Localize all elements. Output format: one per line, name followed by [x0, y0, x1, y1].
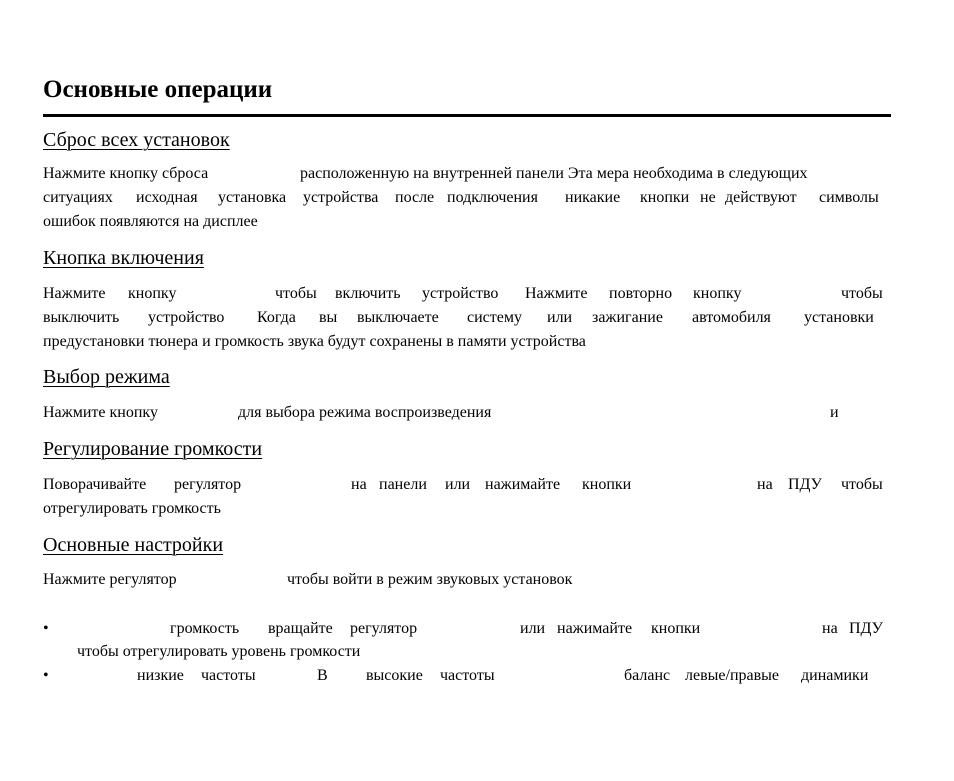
mode-text: Нажмите кнопку — [43, 404, 158, 421]
reset-line-1a: Нажмите кнопку сброса — [43, 165, 209, 182]
bullet-word: регулятор — [350, 620, 418, 637]
basic-text: Нажмите регулятор — [43, 571, 177, 588]
power-word: установки — [804, 309, 874, 326]
reset-word: устройства — [303, 189, 379, 206]
power-word: систему — [467, 309, 522, 326]
mode-heading: Выбор режима — [43, 366, 170, 388]
reset-word: исходная — [136, 189, 198, 206]
power-word: вы — [319, 309, 338, 326]
bullet-word: высокие — [366, 667, 423, 684]
reset-word: после — [395, 189, 435, 206]
bullet-word: вращайте — [268, 620, 333, 637]
volume-heading: Регулирование громкости — [43, 438, 263, 460]
volume-word: панели — [379, 476, 427, 493]
power-word: Нажмите — [43, 285, 106, 302]
volume-word: регулятор — [174, 476, 242, 493]
bullet-word: баланс — [624, 667, 671, 684]
reset-line-1b: расположенную на внутренней панели Эта мера необходима в следующих — [300, 165, 808, 182]
power-word: кнопку — [693, 285, 742, 302]
bullet-word: кнопки — [651, 620, 701, 637]
power-line-3: предустановки тюнера и громкость звука будут сохранены в памяти устройства — [43, 333, 586, 350]
volume-word: на — [351, 476, 367, 493]
power-word: зажигание — [592, 309, 663, 326]
power-word: повторно — [609, 285, 673, 302]
bullet-word: динамики — [801, 667, 869, 684]
volume-word: или — [445, 476, 471, 493]
power-word: Когда — [257, 309, 296, 326]
bullet-marker: • — [43, 667, 49, 684]
bullet-marker: • — [43, 620, 49, 637]
bullet-word: низкие — [137, 667, 184, 684]
title-divider — [43, 114, 891, 117]
power-word: Нажмите — [525, 285, 588, 302]
bullet-word: на — [822, 620, 838, 637]
bullet-word: частоты — [201, 667, 256, 684]
power-word: чтобы — [275, 285, 317, 302]
reset-word: символы — [819, 189, 879, 206]
power-word: включить — [335, 285, 401, 302]
bullet-word: громкость — [170, 620, 240, 637]
reset-heading: Сброс всех установок — [43, 129, 230, 151]
bullet-line-2: чтобы отрегулировать уровень громкости — [77, 643, 361, 660]
power-heading: Кнопка включения — [43, 247, 204, 269]
volume-word: ПДУ — [788, 476, 822, 493]
mode-text: для выбора режима воспроизведения — [238, 404, 492, 421]
power-word: выключаете — [357, 309, 439, 326]
bullet-word: левые/правые — [685, 667, 780, 684]
volume-word: Поворачивайте — [43, 476, 147, 493]
power-word: устройство — [148, 309, 225, 326]
reset-word: установка — [218, 189, 287, 206]
power-word: устройство — [422, 285, 499, 302]
bullet-word: частоты — [440, 667, 495, 684]
basic-text: чтобы войти в режим звуковых установок — [287, 571, 573, 588]
bullet-word: ПДУ — [849, 620, 883, 637]
power-word: выключить — [43, 309, 120, 326]
reset-word: подключения — [447, 189, 538, 206]
page-title: Основные операции — [43, 76, 273, 103]
power-word: автомобиля — [692, 309, 771, 326]
volume-word: кнопки — [582, 476, 632, 493]
bullet-word: нажимайте — [557, 620, 633, 637]
reset-word: кнопки — [640, 189, 690, 206]
reset-line-3: ошибок появляются на дисплее — [43, 213, 258, 230]
reset-word: не — [700, 189, 716, 206]
reset-word: никакие — [565, 189, 621, 206]
mode-text: и — [830, 404, 839, 421]
power-word: кнопку — [128, 285, 177, 302]
power-word: чтобы — [841, 285, 883, 302]
reset-word: действуют — [725, 189, 797, 206]
volume-line-2: отрегулировать громкость — [43, 500, 221, 517]
bullet-word: или — [520, 620, 546, 637]
basic-heading: Основные настройки — [43, 534, 224, 556]
reset-word: ситуациях — [43, 189, 113, 206]
volume-word: чтобы — [841, 476, 883, 493]
bullet-word: В — [317, 667, 328, 684]
power-word: или — [547, 309, 573, 326]
volume-word: нажимайте — [485, 476, 561, 493]
volume-word: на — [757, 476, 773, 493]
